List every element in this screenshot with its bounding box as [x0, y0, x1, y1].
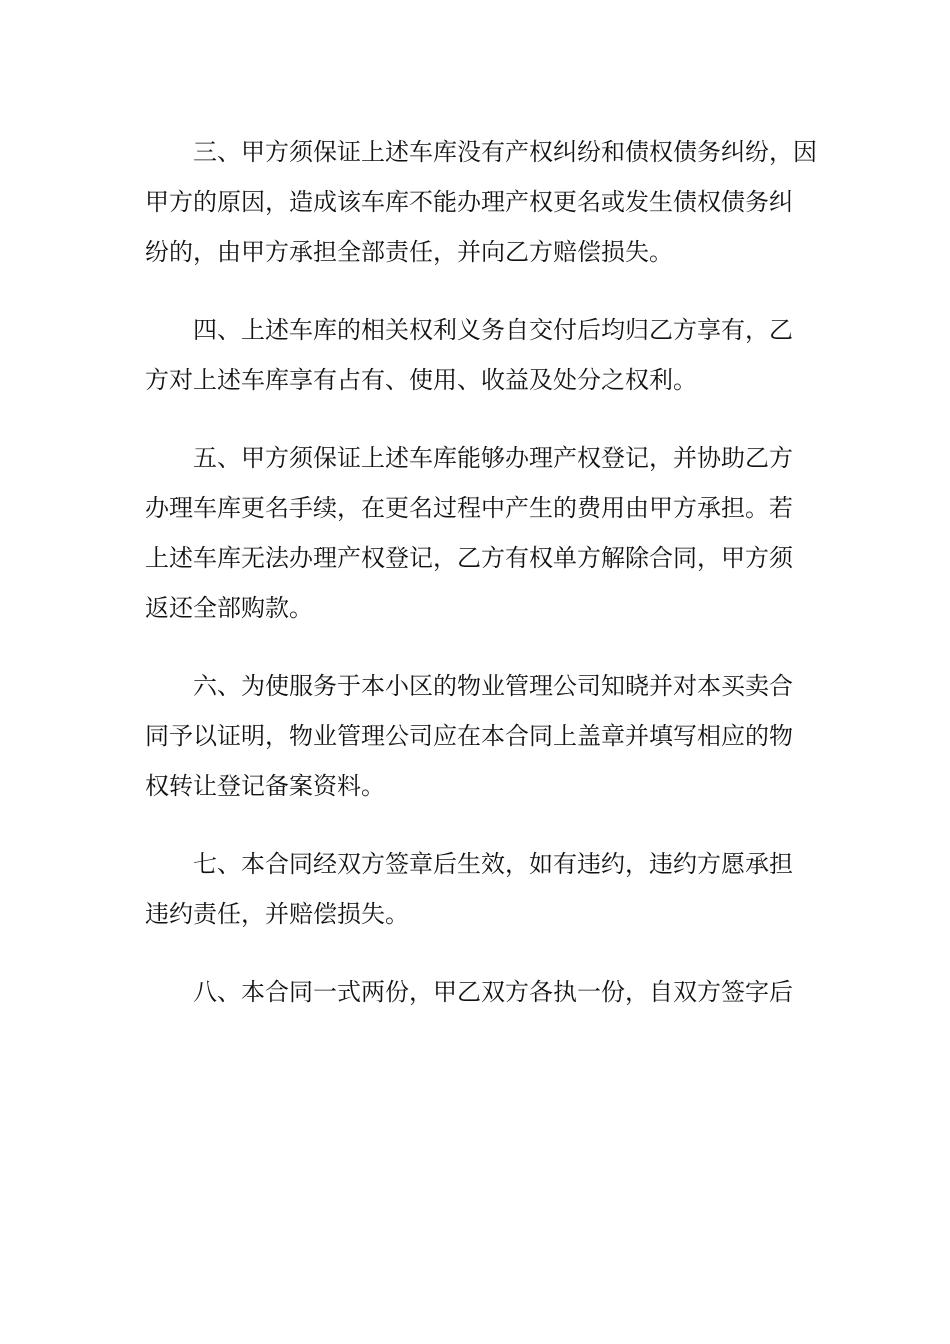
clause-6-line-3: 权转让登记备案资料。 — [145, 772, 385, 800]
clause-6-line-2: 同予以证明，物业管理公司应在本合同上盖章并填写相应的物 — [145, 722, 793, 750]
clause-8 — [145, 967, 805, 1017]
clause-5-line-2: 办理车库更名手续，在更名过程中产生的费用由甲方承担。若 — [145, 494, 793, 522]
clause-6-line-1: 六、为使服务于本小区的物业管理公司知晓并对本买卖合 — [193, 672, 793, 700]
clause-6 — [145, 661, 805, 811]
document-body — [145, 127, 817, 1045]
clause-5-line-4: 返还全部购款。 — [145, 594, 313, 622]
clause-3-line-3: 纷的，由甲方承担全部责任，并向乙方赔偿损失。 — [145, 238, 673, 266]
clause-7-line-2: 违约责任，并赔偿损失。 — [145, 900, 409, 928]
clause-5-line-1: 五、甲方须保证上述车库能够办理产权登记，并协助乙方 — [193, 444, 793, 472]
clause-3-line-2: 甲方的原因，造成该车库不能办理产权更名或发生债权债务纠 — [145, 188, 793, 216]
clause-5-line-3: 上述车库无法办理产权登记，乙方有权单方解除合同，甲方须 — [145, 544, 793, 572]
clause-4-line-1: 四、上述车库的相关权利义务自交付后均归乙方享有，乙 — [193, 316, 793, 344]
clause-4-line-2: 方对上述车库享有占有、使用、收益及处分之权利。 — [145, 366, 697, 394]
clause-7-line-1: 七、本合同经双方签章后生效，如有违约，违约方愿承担 — [193, 850, 793, 878]
clause-5 — [145, 433, 805, 633]
clause-3 — [145, 127, 817, 277]
clause-4 — [145, 305, 805, 405]
clause-8-line-1: 八、本合同一式两份，甲乙双方各执一份，自双方签字后 — [193, 978, 793, 1006]
clause-3-line-1: 三、甲方须保证上述车库没有产权纠纷和债权债务纠纷，因 — [193, 138, 817, 166]
clause-7 — [145, 839, 805, 939]
